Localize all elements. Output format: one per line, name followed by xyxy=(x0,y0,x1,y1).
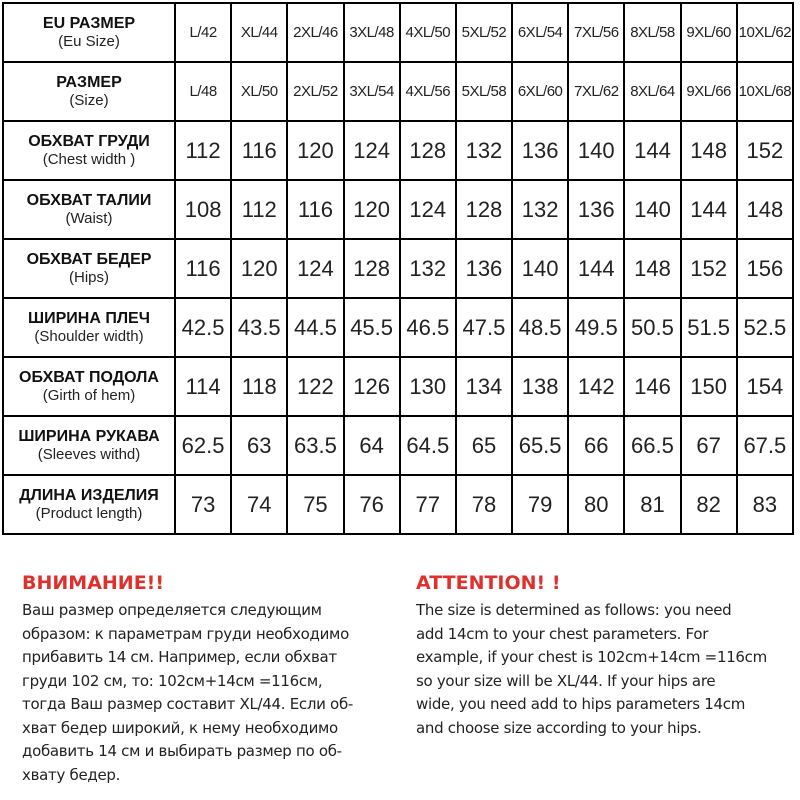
row-header-en: (Sleeves withd) xyxy=(37,446,141,463)
table-cell: 9XL/60 xyxy=(681,3,737,62)
table-cell: 2XL/52 xyxy=(287,62,343,121)
table-cell: 8XL/58 xyxy=(624,3,680,62)
table-cell: 128 xyxy=(400,121,456,180)
table-cell: 4XL/56 xyxy=(400,62,456,121)
table-cell: 120 xyxy=(287,121,343,180)
table-cell: 118 xyxy=(231,357,287,416)
table-cell: 81 xyxy=(624,475,680,534)
table-cell: 7XL/62 xyxy=(568,62,624,121)
row-header-ru: ШИРИНА ПЛЕЧ xyxy=(28,310,150,327)
table-cell: 65 xyxy=(456,416,512,475)
size-table-body xyxy=(3,3,793,534)
table-cell: 73 xyxy=(175,475,231,534)
table-cell: 144 xyxy=(624,121,680,180)
table-cell: 75 xyxy=(287,475,343,534)
row-header-en: (Waist) xyxy=(65,210,113,227)
table-cell: 122 xyxy=(287,357,343,416)
table-row xyxy=(3,416,793,475)
table-cell: 52.5 xyxy=(737,298,793,357)
notice-russian-body: Ваш размер определяется следующим образом: к параметрам груди необходимо прибавить 14 см. Например, если обхват груди 102 см, то: 102см+14см =116см, тогда Ваш размер составит XL/44. Если об- хват бедер широкий, к нему необходимо добавить 14 см и выбирать размер по об- хвату бедер. xyxy=(22,601,354,784)
table-cell: 124 xyxy=(287,239,343,298)
row-header-ru: ОБХВАТ ТАЛИИ xyxy=(26,192,152,209)
table-cell: 7XL/56 xyxy=(568,3,624,62)
table-cell: 51.5 xyxy=(681,298,737,357)
table-cell: 132 xyxy=(456,121,512,180)
table-row xyxy=(3,475,793,534)
row-header-ru: ШИРИНА РУКАВА xyxy=(18,428,160,445)
table-cell: 42.5 xyxy=(175,298,231,357)
row-header-en: (Size) xyxy=(69,92,109,109)
table-cell: XL/44 xyxy=(231,3,287,62)
table-cell: 5XL/52 xyxy=(456,3,512,62)
table-cell: L/48 xyxy=(175,62,231,121)
table-cell: 142 xyxy=(568,357,624,416)
table-cell: 76 xyxy=(344,475,400,534)
table-cell: XL/50 xyxy=(231,62,287,121)
table-cell: 112 xyxy=(175,121,231,180)
table-cell: 152 xyxy=(737,121,793,180)
table-cell: 10XL/62 xyxy=(737,3,793,62)
table-cell: 120 xyxy=(344,180,400,239)
table-row xyxy=(3,121,793,180)
table-cell: 138 xyxy=(512,357,568,416)
table-cell: 67 xyxy=(681,416,737,475)
notice-english-title: ATTENTION! ! xyxy=(416,572,561,594)
table-cell: 48.5 xyxy=(512,298,568,357)
row-header xyxy=(3,121,175,180)
table-cell: 120 xyxy=(231,239,287,298)
table-cell: 108 xyxy=(175,180,231,239)
table-cell: 150 xyxy=(681,357,737,416)
size-chart xyxy=(2,2,794,554)
table-cell: 10XL/68 xyxy=(737,62,793,121)
row-header-en: (Hips) xyxy=(69,269,109,286)
table-cell: 63.5 xyxy=(287,416,343,475)
table-cell: 146 xyxy=(624,357,680,416)
table-cell: 50.5 xyxy=(624,298,680,357)
table-cell: 45.5 xyxy=(344,298,400,357)
table-cell: 140 xyxy=(568,121,624,180)
table-cell: 44.5 xyxy=(287,298,343,357)
table-cell: 43.5 xyxy=(231,298,287,357)
size-table xyxy=(2,2,794,535)
table-cell: 66 xyxy=(568,416,624,475)
table-cell: 132 xyxy=(512,180,568,239)
table-cell: 65.5 xyxy=(512,416,568,475)
table-cell: 152 xyxy=(681,239,737,298)
row-header xyxy=(3,357,175,416)
table-cell: 49.5 xyxy=(568,298,624,357)
table-cell: 74 xyxy=(231,475,287,534)
table-cell: 134 xyxy=(456,357,512,416)
row-header-ru: ДЛИНА ИЗДЕЛИЯ xyxy=(19,487,159,504)
table-cell: 62.5 xyxy=(175,416,231,475)
table-cell: 82 xyxy=(681,475,737,534)
table-cell: 116 xyxy=(175,239,231,298)
table-cell: 6XL/60 xyxy=(512,62,568,121)
row-header xyxy=(3,475,175,534)
table-cell: 78 xyxy=(456,475,512,534)
table-cell: 63 xyxy=(231,416,287,475)
table-cell: L/42 xyxy=(175,3,231,62)
table-row xyxy=(3,239,793,298)
table-cell: 2XL/46 xyxy=(287,3,343,62)
table-cell: 46.5 xyxy=(400,298,456,357)
table-cell: 116 xyxy=(231,121,287,180)
table-cell: 66.5 xyxy=(624,416,680,475)
table-cell: 77 xyxy=(400,475,456,534)
notice-english xyxy=(416,570,798,740)
table-cell: 8XL/64 xyxy=(624,62,680,121)
row-header-ru: EU РАЗМЕР xyxy=(42,15,136,32)
table-cell: 3XL/54 xyxy=(344,62,400,121)
table-row xyxy=(3,357,793,416)
notice-russian-title: ВНИМАНИЕ!! xyxy=(22,572,165,594)
table-cell: 148 xyxy=(624,239,680,298)
row-header-ru: ОБХВАТ БЕДЕР xyxy=(26,251,152,268)
table-cell: 128 xyxy=(344,239,400,298)
table-cell: 130 xyxy=(400,357,456,416)
table-row xyxy=(3,298,793,357)
table-cell: 148 xyxy=(737,180,793,239)
table-cell: 80 xyxy=(568,475,624,534)
table-cell: 116 xyxy=(287,180,343,239)
table-cell: 140 xyxy=(512,239,568,298)
notice-russian xyxy=(22,570,407,787)
row-header xyxy=(3,416,175,475)
table-cell: 136 xyxy=(456,239,512,298)
table-cell: 9XL/66 xyxy=(681,62,737,121)
table-cell: 124 xyxy=(344,121,400,180)
row-header-ru: ОБХВАТ ГРУДИ xyxy=(28,133,150,150)
row-header-en: (Eu Size) xyxy=(58,33,120,50)
row-header-ru: ОБХВАТ ПОДОЛА xyxy=(19,369,159,386)
table-cell: 5XL/58 xyxy=(456,62,512,121)
table-cell: 124 xyxy=(400,180,456,239)
table-cell: 79 xyxy=(512,475,568,534)
table-cell: 144 xyxy=(568,239,624,298)
notice-english-body: The size is determined as follows: you need add 14cm to your chest parameters. For example, if your chest is 102cm+14cm =116cm so your size will be XL/44. If your hips are wide, you need add to hips parameters 14cm and choose size according to your hips. xyxy=(416,601,767,737)
table-cell: 154 xyxy=(737,357,793,416)
row-header xyxy=(3,62,175,121)
table-cell: 156 xyxy=(737,239,793,298)
table-cell: 112 xyxy=(231,180,287,239)
row-header xyxy=(3,298,175,357)
table-cell: 132 xyxy=(400,239,456,298)
table-cell: 83 xyxy=(737,475,793,534)
table-cell: 140 xyxy=(624,180,680,239)
table-cell: 67.5 xyxy=(737,416,793,475)
table-cell: 64 xyxy=(344,416,400,475)
row-header xyxy=(3,180,175,239)
table-row xyxy=(3,180,793,239)
table-cell: 114 xyxy=(175,357,231,416)
table-cell: 47.5 xyxy=(456,298,512,357)
row-header-en: (Product length) xyxy=(35,505,143,522)
row-header xyxy=(3,3,175,62)
table-cell: 3XL/48 xyxy=(344,3,400,62)
table-cell: 4XL/50 xyxy=(400,3,456,62)
table-cell: 126 xyxy=(344,357,400,416)
row-header-en: (Shoulder width) xyxy=(34,328,144,345)
row-header-en: (Girth of hem) xyxy=(42,387,136,404)
table-cell: 144 xyxy=(681,180,737,239)
row-header-en: (Chest width ) xyxy=(42,151,136,168)
table-row xyxy=(3,3,793,62)
table-cell: 148 xyxy=(681,121,737,180)
table-cell: 136 xyxy=(512,121,568,180)
row-header xyxy=(3,239,175,298)
table-cell: 136 xyxy=(568,180,624,239)
row-header-ru: РАЗМЕР xyxy=(56,74,122,91)
table-cell: 6XL/54 xyxy=(512,3,568,62)
table-row xyxy=(3,62,793,121)
table-cell: 128 xyxy=(456,180,512,239)
table-cell: 64.5 xyxy=(400,416,456,475)
